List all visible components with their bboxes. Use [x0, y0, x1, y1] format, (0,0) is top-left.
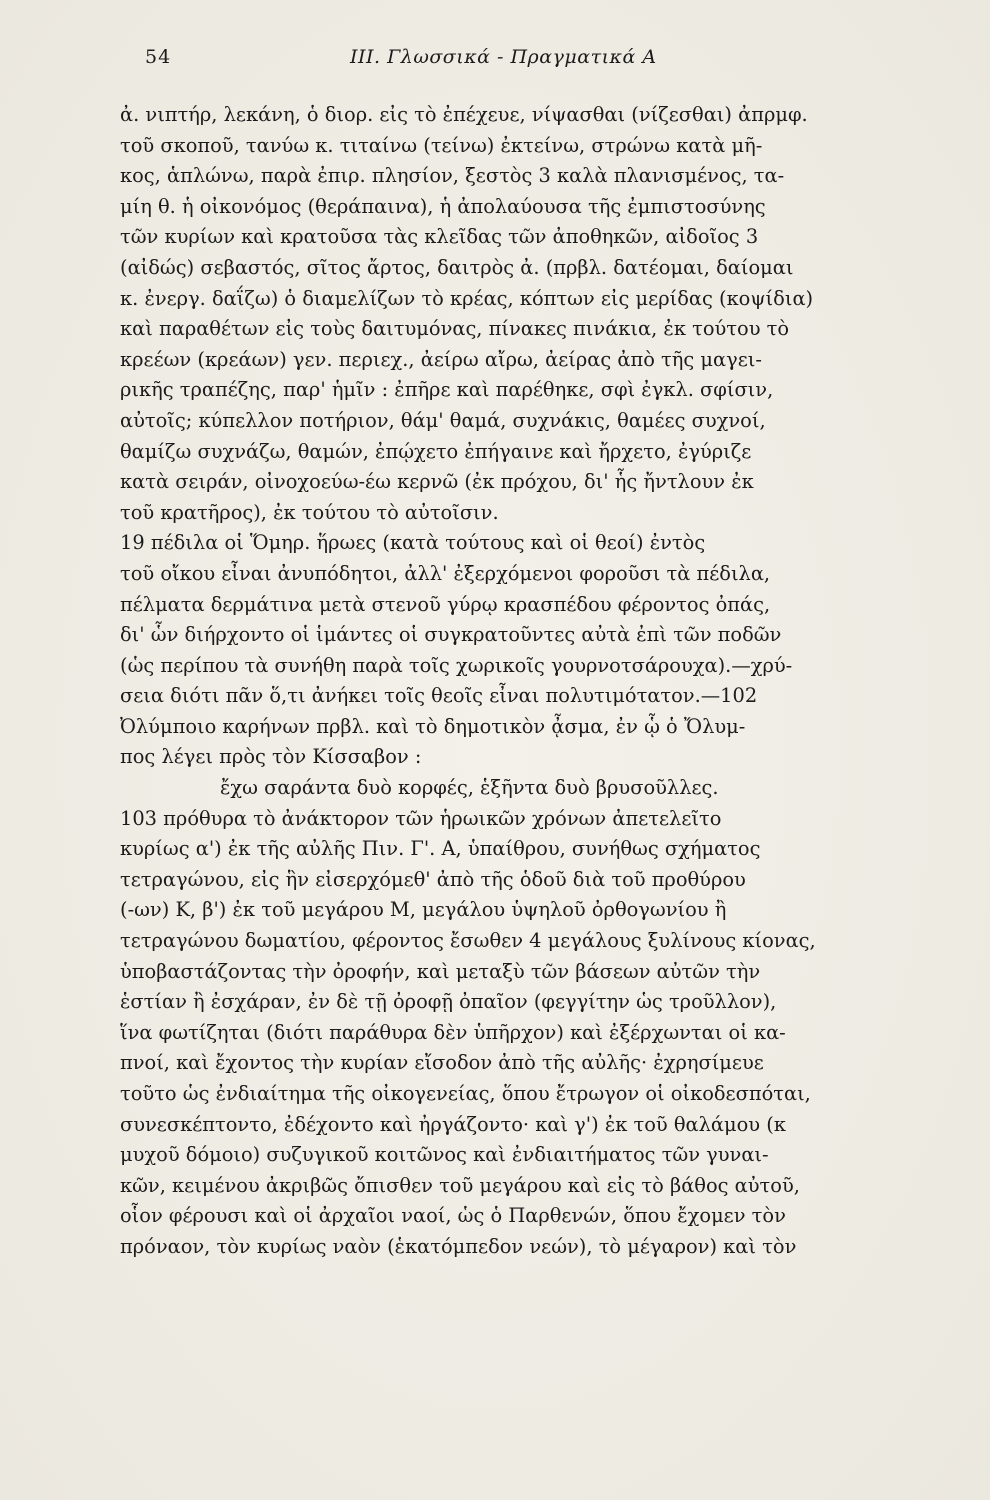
text-line: κ. ἐνεργ. δαΐζω) ὁ διαμελίζων τὸ κρέας, κόπτων εἰς μερίδας (κοψίδια): [120, 286, 814, 310]
text-line: (ὡς περίπου τὰ συνήθη παρὰ τοῖς χωρικοῖς γουρνοτσάρουχα).—χρύ-: [120, 653, 793, 677]
text-line: πρόναον, τὸν κυρίως ναὸν (ἑκατόμπεδον νεών), τὸ μέγαρον) καὶ τὸν: [120, 1234, 797, 1258]
page-number: 54: [145, 46, 172, 68]
body-text: [120, 100, 895, 1263]
running-head: III. Γλωσσικά - Πραγματικά A: [350, 46, 657, 68]
text-line: σεια διότι πᾶν ὅ,τι ἀνήκει τοῖς θεοῖς εἶναι πολυτιμότατον.—102: [120, 684, 758, 708]
text-line: ρικῆς τραπέζης, παρ' ἡμῖν : ἐπῆρε καὶ παρέθηκε, σφὶ ἐγκλ. σφίσιν,: [120, 378, 774, 402]
text-line: (αἰδώς) σεβαστός, σῖτος ἄρτος, δαιτρὸς ἀ. (πρβλ. δατέομαι, δαίομαι: [120, 255, 794, 279]
text-line: 103 πρόθυρα τὸ ἀνάκτορον τῶν ἡρωικῶν χρόνων ἀπετελεῖτο: [120, 806, 722, 830]
text-line: Ὀλύμποιο καρήνων πρβλ. καὶ τὸ δημοτικὸν ᾆσμα, ἐν ᾧ ὁ Ὄλυμ-: [120, 714, 746, 738]
text-line: κρεέων (κρεάων) γεν. περιεχ., ἀείρω αἴρω, ἀείρας ἀπὸ τῆς μαγει-: [120, 347, 762, 371]
text-line: τῶν κυρίων καὶ κρατοῦσα τὰς κλεῖδας τῶν ἀποθηκῶν, αἰδοῖος 3: [120, 225, 759, 249]
text-line: ἵνα φωτίζηται (διότι παράθυρα δὲν ὑπῆρχον) καὶ ἐξέρχωνται οἱ κα-: [120, 1020, 786, 1044]
text-line: κῶν, κειμένου ἀκριβῶς ὄπισθεν τοῦ μεγάρου καὶ εἰς τὸ βάθος αὐτοῦ,: [120, 1173, 800, 1197]
text-line: τοῦτο ὡς ἐνδιαίτημα τῆς οἰκογενείας, ὅπου ἔτρωγον οἱ οἰκοδεσπόται,: [120, 1082, 811, 1105]
text-line: καὶ παραθέτων εἰς τοὺς δαιτυμόνας, πίνακες πινάκια, ἐκ τούτου τὸ: [120, 317, 790, 341]
text-line: κυρίως α') ἐκ τῆς αὐλῆς Πιν. Γ'. Α, ὑπαίθρου, συνήθως σχήματος: [120, 837, 761, 861]
text-line: (-ων) Κ, β') ἐκ τοῦ μεγάρου Μ, μεγάλου ὑψηλοῦ ὀρθογωνίου ἢ: [120, 898, 727, 922]
text-line: τετραγώνου δωματίου, φέροντος ἔσωθεν 4 μεγάλους ξυλίνους κίονας,: [120, 929, 816, 953]
text-line: οἷον φέρουσι καὶ οἱ ἀρχαῖοι ναοί, ὡς ὁ Παρθενών, ὅπου ἔχομεν τὸν: [120, 1204, 786, 1228]
text-line: τετραγώνου, εἰς ἣν εἰσερχόμεθ' ἀπὸ τῆς ὁδοῦ διὰ τοῦ προθύρου: [120, 867, 746, 891]
text-line: πνοί, καὶ ἔχοντος τὴν κυρίαν εἴσοδον ἀπὸ τῆς αὐλῆς· ἐχρησίμευε: [120, 1051, 764, 1075]
text-line: ἑστίαν ἢ ἐσχάραν, ἐν δὲ τῇ ὀροφῇ ὀπαῖον (φεγγίτην ὡς τροῦλλον),: [120, 990, 777, 1014]
text-line: πέλματα δερμάτινα μετὰ στενοῦ γύρῳ κρασπέδου φέροντος ὀπάς,: [120, 592, 771, 616]
text-line: ἀ. νιπτήρ, λεκάνη, ὁ διορ. εἰς τὸ ἐπέχευε, νίψασθαι (νίζεσθαι) ἀπρμφ.: [120, 103, 808, 126]
text-line: κος, ἁπλώνω, παρὰ ἐπιρ. πλησίον, ξεστὸς 3 καλὰ πλανισμένος, τα-: [120, 164, 785, 188]
text-line: τοῦ σκοποῦ, τανύω κ. τιταίνω (τείνω) ἐκτείνω, στρώνω κατὰ μῆ-: [120, 133, 763, 157]
text-line: δι' ὧν διήρχοντο οἱ ἱμάντες οἱ συγκρατοῦντες αὐτὰ ἐπὶ τῶν ποδῶν: [120, 623, 782, 647]
text-line: μίη θ. ἡ οἰκονόμος (θεράπαινα), ἡ ἀπολαύουσα τῆς ἐμπιστοσύνης: [120, 194, 766, 218]
page-header: [145, 46, 885, 86]
text-line: ὑποβαστάζοντας τὴν ὀροφήν, καὶ μεταξὺ τῶν βάσεων αὐτῶν τὴν: [120, 959, 761, 983]
text-line: τοῦ κρατῆρος), ἐκ τούτου τὸ αὐτοῖσιν.: [120, 500, 499, 524]
text-line: τοῦ οἴκου εἶναι ἀνυπόδητοι, ἀλλ' ἐξερχόμενοι φοροῦσι τὰ πέδιλα,: [120, 561, 771, 585]
verse-line: ἔχω σαράντα δυὸ κορφές, ἑξῆντα δυὸ βρυσοῦλλες.: [220, 776, 719, 800]
text-line: αὐτοῖς; κύπελλον ποτήριον, θάμ' θαμά, συχνάκις, θαμέες συχνοί,: [120, 408, 766, 432]
text-line: 19 πέδιλα οἱ Ὅμηρ. ἥρωες (κατὰ τούτους καὶ οἱ θεοί) ἐντὸς: [120, 531, 706, 555]
text-line: συνεσκέπτοντο, ἐδέχοντο καὶ ἠργάζοντο· καὶ γ') ἐκ τοῦ θαλάμου (κ: [120, 1112, 786, 1136]
text-line: μυχοῦ δόμοιο) συζυγικοῦ κοιτῶνος καὶ ἐνδιαιτήματος τῶν γυναι-: [120, 1143, 769, 1167]
text-line: κατὰ σειράν, οἰνοχοεύω-έω κερνῶ (ἐκ πρόχου, δι' ἧς ἤντλουν ἐκ: [120, 470, 754, 494]
text-line: πος λέγει πρὸς τὸν Κίσσαβον :: [120, 745, 422, 769]
text-line: θαμίζω συχνάζω, θαμών, ἐπῴχετο ἐπήγαινε καὶ ἤρχετο, ἐγύριζε: [120, 439, 752, 463]
